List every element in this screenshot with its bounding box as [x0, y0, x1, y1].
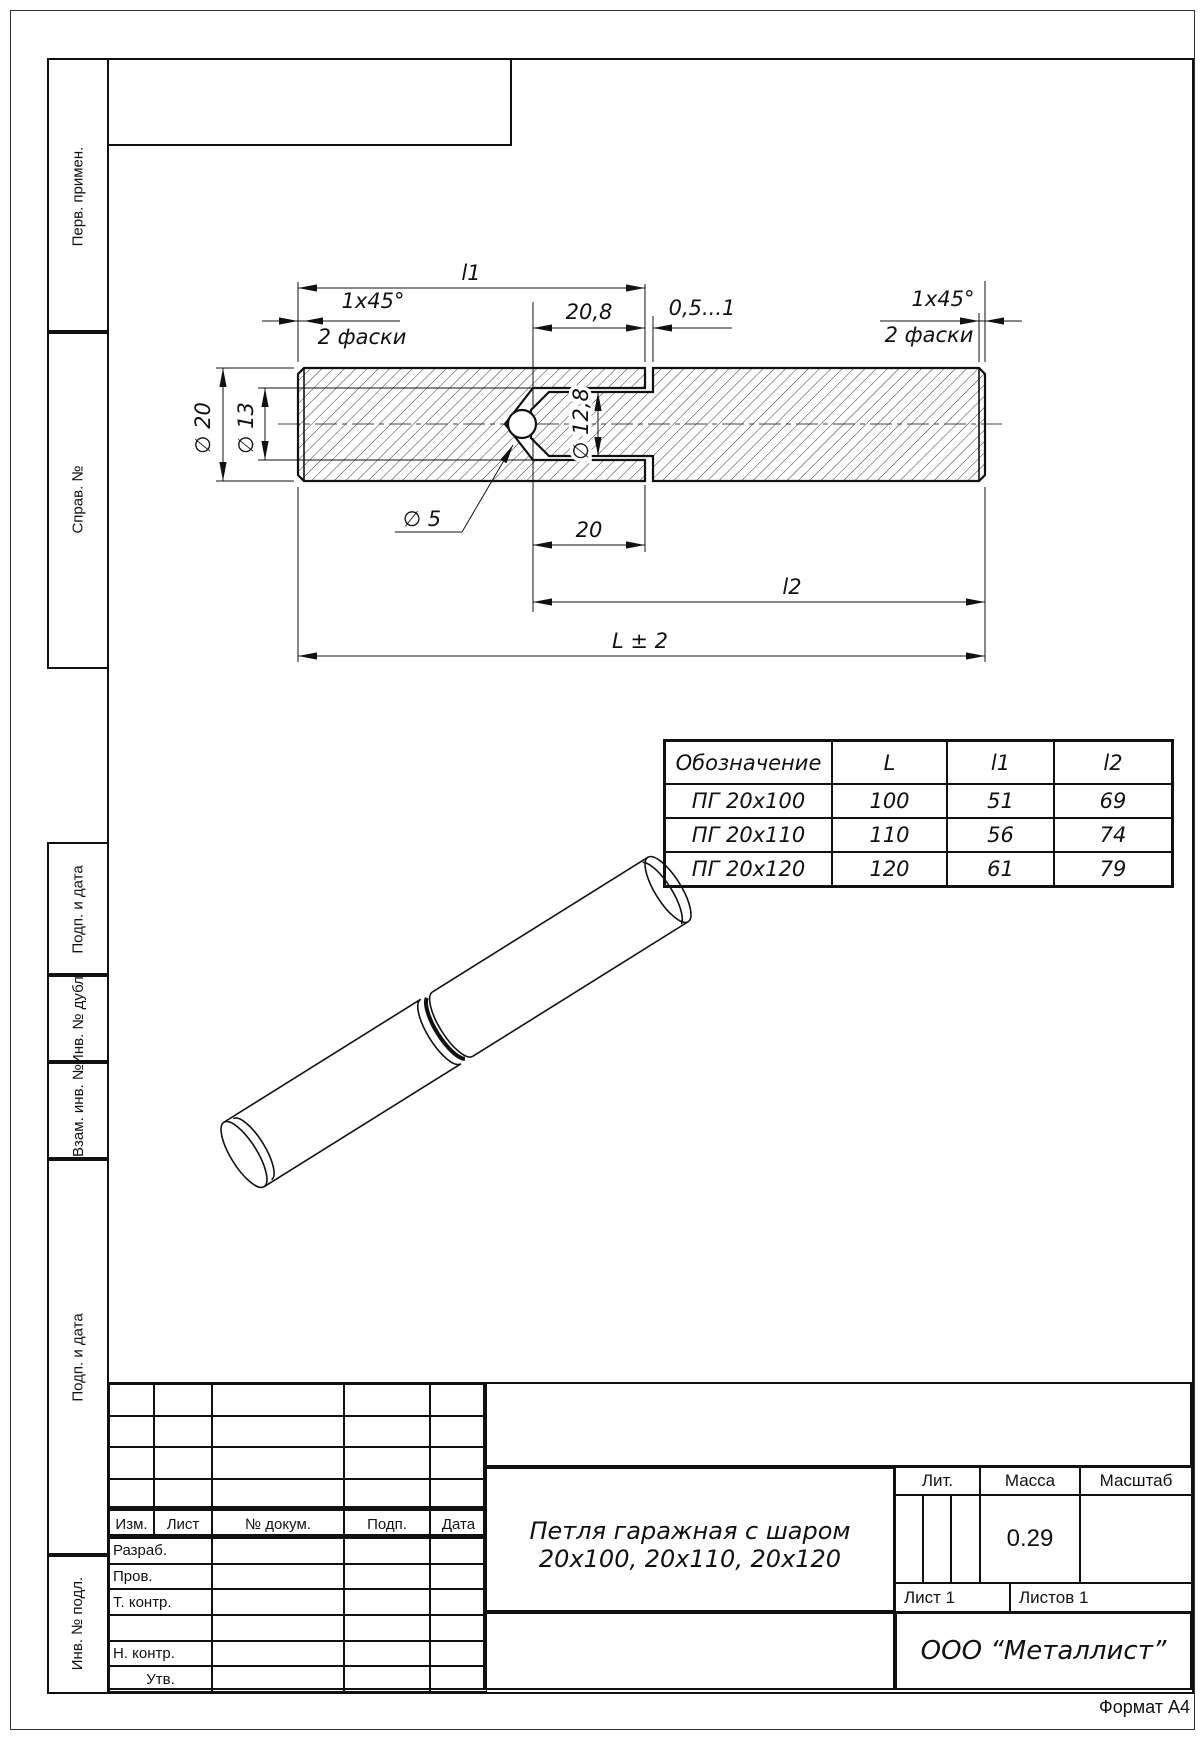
dim-dia5: ∅ 5	[402, 507, 442, 531]
size-table-cell: 100	[832, 784, 947, 818]
isometric-view	[213, 850, 699, 1193]
format-note: Формат А4	[1099, 1697, 1190, 1717]
sidebar-label: Инв. № дубл.	[69, 972, 87, 1065]
revision-header-row	[107, 1508, 485, 1536]
company-cell: ООО “Металлист”	[895, 1612, 1192, 1690]
dim-l1: l1	[461, 261, 481, 285]
dim-dia13: ∅ 13	[234, 402, 258, 454]
size-table-cell: 56	[947, 818, 1054, 852]
dim-chamfer-right: 1x45°	[911, 287, 975, 311]
sidebar-label: Справ. №	[69, 465, 87, 534]
iso-left-cap	[213, 1115, 275, 1193]
designation-cell	[485, 1382, 1192, 1467]
size-table-cell: 61	[947, 852, 1054, 886]
role-nkontr: Н. контр.	[109, 1641, 212, 1667]
role-utv: Утв.	[109, 1666, 212, 1692]
scale-value	[1080, 1495, 1192, 1583]
size-table-header-designation: Обозначение	[665, 741, 832, 784]
dim-chamfer-right-note: 2 фаски	[884, 323, 974, 347]
part-name-cell	[485, 1467, 895, 1612]
dim-20-8: 20,8	[565, 300, 613, 324]
lit-cell-3	[951, 1495, 980, 1583]
size-table-cell: 69	[1054, 784, 1172, 818]
size-table-cell: 79	[1054, 852, 1172, 886]
sheets-cell: Листов 1	[1010, 1583, 1192, 1612]
dim-l2: l2	[782, 575, 802, 599]
size-table	[663, 739, 1174, 888]
rev-header-list: Лист	[154, 1510, 212, 1538]
lit-header: Лит.	[895, 1467, 980, 1495]
section-view	[298, 368, 985, 481]
dim-L: L ± 2	[611, 629, 669, 653]
role-prov: Пров.	[109, 1564, 212, 1590]
dim-20: 20	[575, 518, 603, 542]
sheet-cell: Лист 1	[895, 1583, 1010, 1612]
empty-bottom-cell	[485, 1612, 895, 1690]
lit-cell-2	[923, 1495, 951, 1583]
dim-chamfer-left-note: 2 фаски	[317, 325, 407, 349]
role-tkontr: Т. контр.	[109, 1589, 212, 1615]
mass-value: 0.29	[980, 1495, 1080, 1583]
sidebar-label: Взам. инв. №	[69, 1064, 87, 1157]
dim-dia12-8: ∅ 12,8	[569, 388, 593, 460]
sidebar-label: Подп. и дата	[69, 865, 87, 954]
size-table-cell: ПГ 20x100	[665, 784, 832, 818]
part-name-line1: Петля гаражная с шаром	[529, 1517, 851, 1545]
revision-table	[107, 1382, 485, 1508]
size-table-cell: 51	[947, 784, 1054, 818]
ball	[508, 410, 536, 438]
size-table-cell: 74	[1054, 818, 1172, 852]
size-table-header-l2: l2	[1054, 741, 1172, 784]
role-razrab: Разраб.	[109, 1538, 212, 1564]
lit-cell-1	[895, 1495, 923, 1583]
roles-table	[107, 1536, 485, 1690]
size-table-cell: ПГ 20x120	[665, 852, 832, 886]
rev-header-data: Дата	[430, 1510, 487, 1538]
role-empty	[109, 1615, 212, 1641]
sidebar-label: Перв. примен.	[69, 146, 87, 246]
scale-header: Масштаб	[1080, 1467, 1192, 1495]
dim-gap: 0,5...1	[668, 296, 736, 320]
sidebar-label: Подп. и дата	[69, 1312, 87, 1402]
size-table-header-l1: l1	[947, 741, 1054, 784]
rev-header-podp: Подп.	[344, 1510, 430, 1538]
dim-dia20: ∅ 20	[191, 402, 215, 454]
rev-header-doc: № докум.	[212, 1510, 344, 1538]
size-table-cell: ПГ 20x110	[665, 818, 832, 852]
mass-header: Масса	[980, 1467, 1080, 1495]
rev-header-izm: Изм.	[109, 1510, 154, 1538]
iso-seam-2	[421, 992, 472, 1063]
size-table-cell: 110	[832, 818, 947, 852]
sidebar-label: Инв. № подл.	[69, 1576, 87, 1671]
iso-seam-1	[410, 999, 461, 1070]
size-table-cell: 120	[832, 852, 947, 886]
part-name-line2: 20x100, 20x110, 20x120	[538, 1545, 842, 1573]
size-table-header-L: L	[832, 741, 947, 784]
dim-chamfer-left: 1x45°	[341, 289, 405, 313]
